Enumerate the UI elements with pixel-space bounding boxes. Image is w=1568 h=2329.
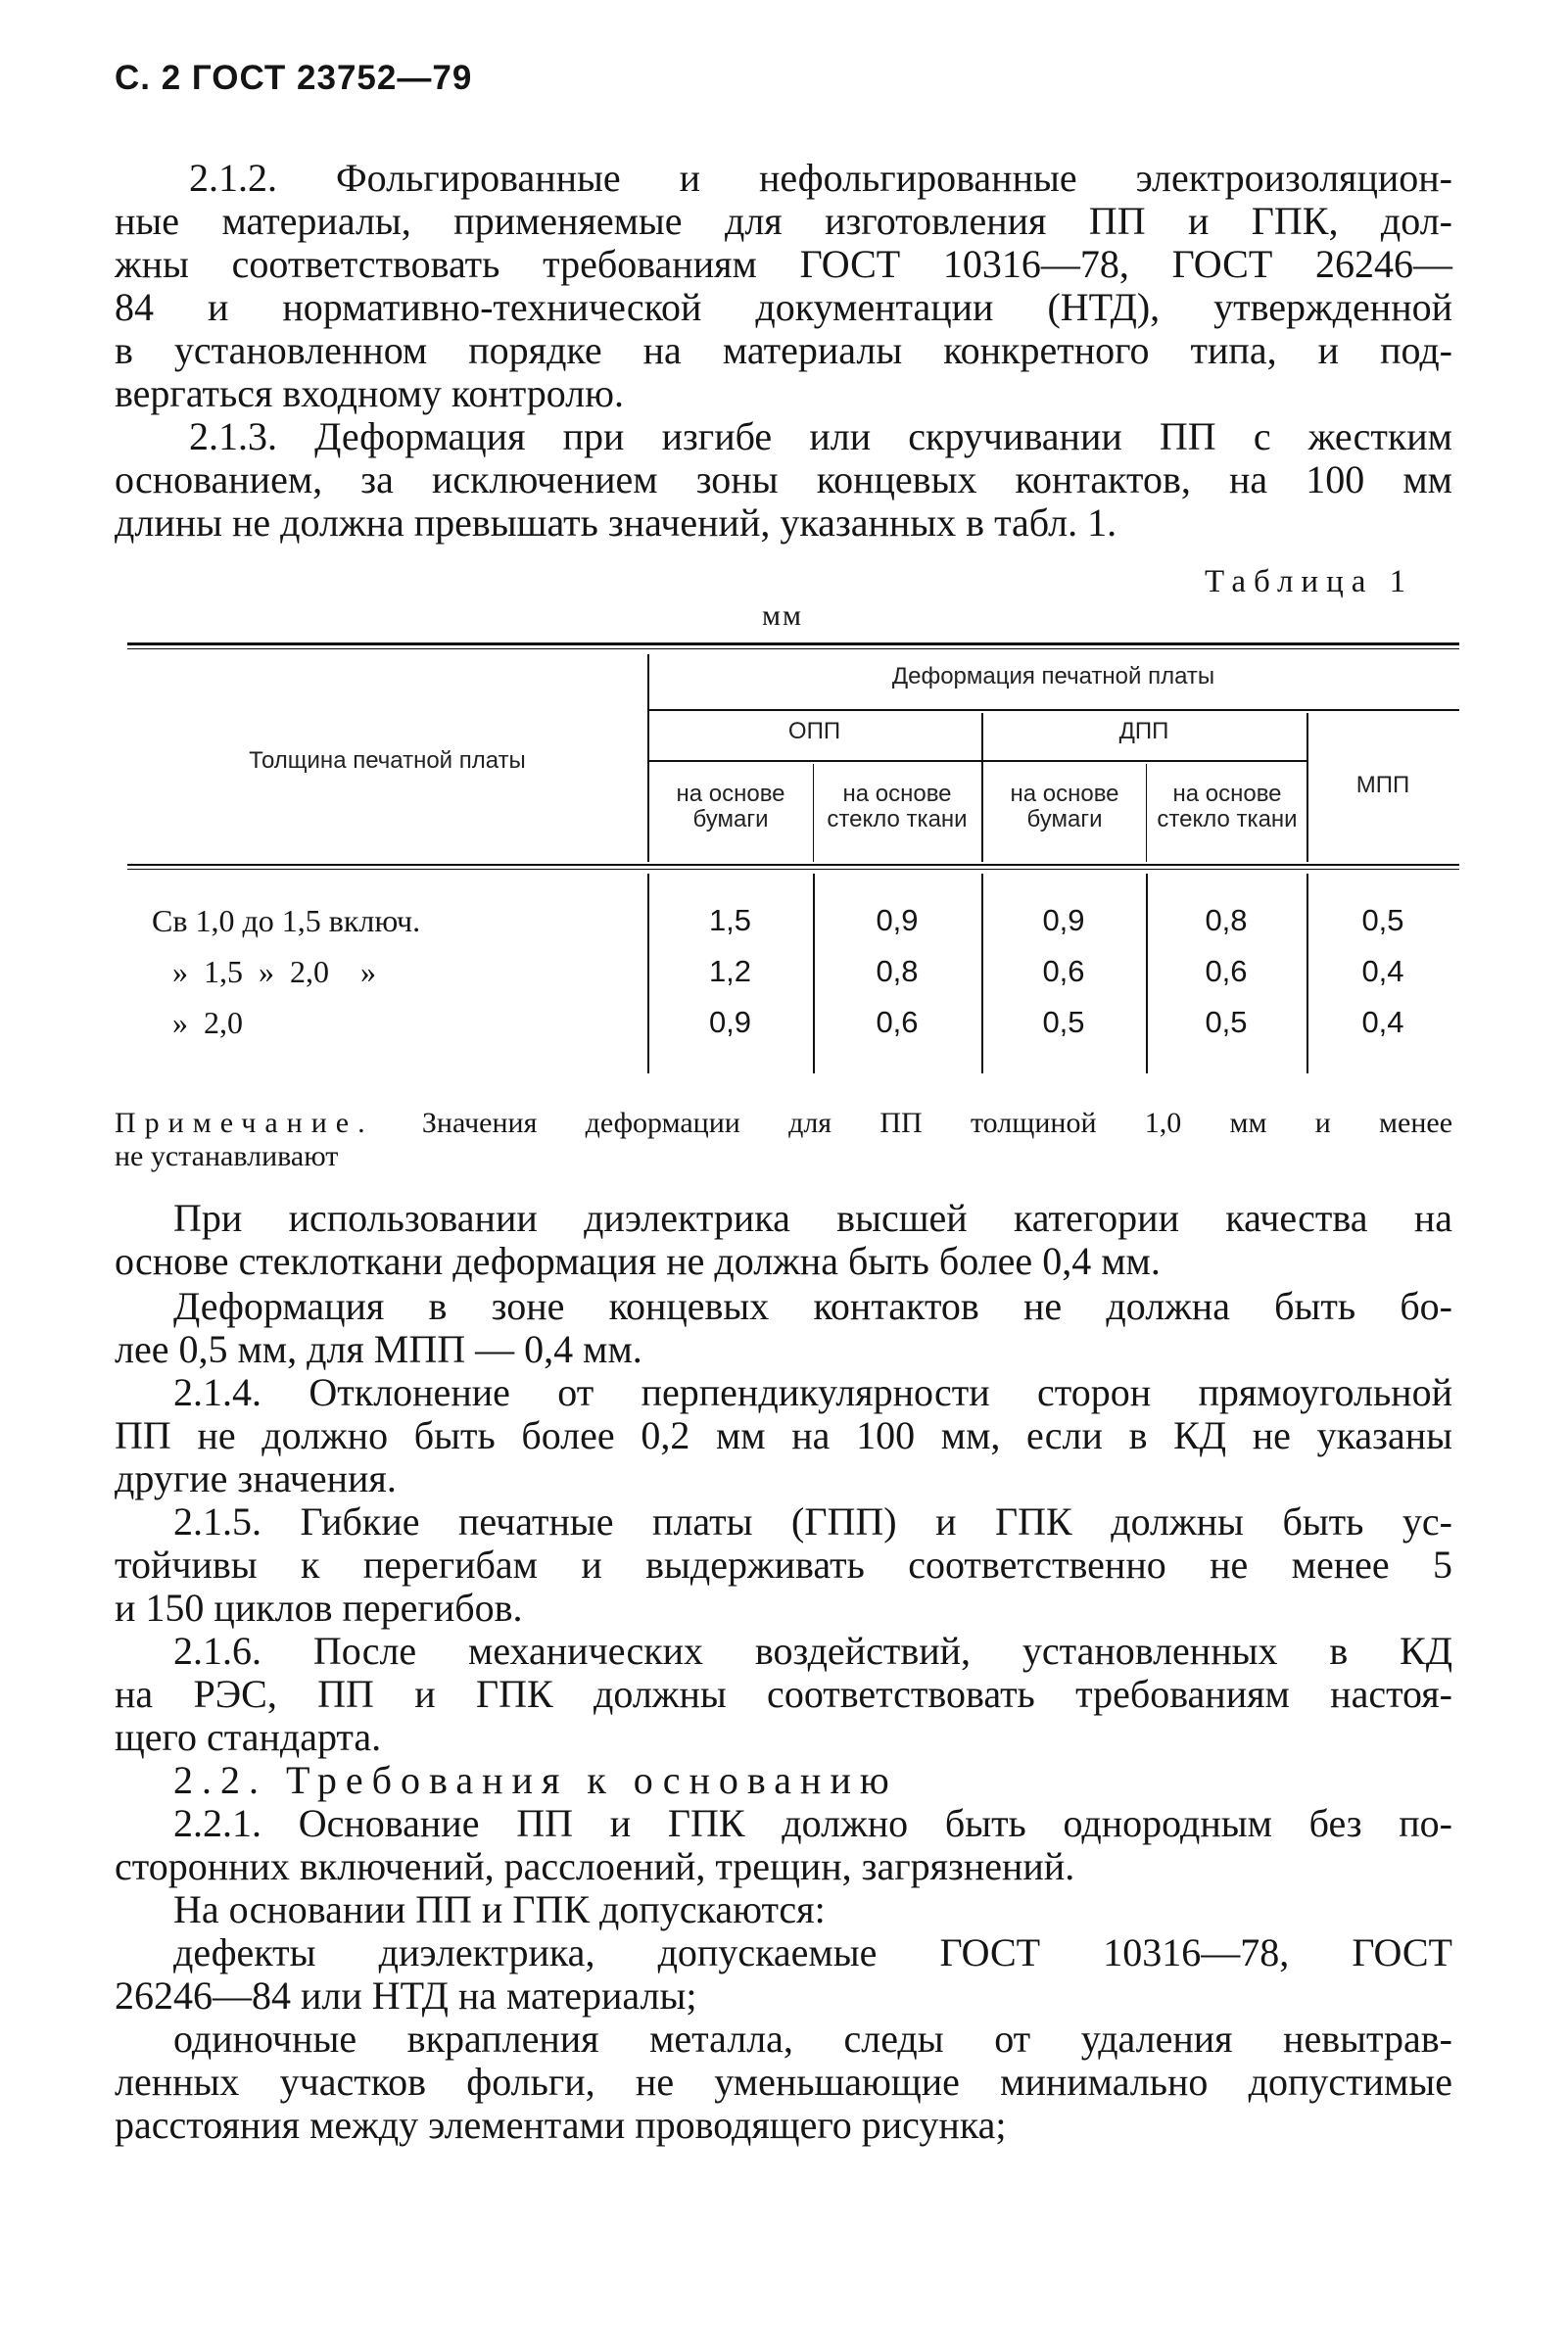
- row-label: [172, 1005, 243, 1041]
- paragraph-2-1-5: [115, 1500, 1452, 1630]
- text-line: ленных участков фольги, не уменьшающие минимально допустимые: [115, 2060, 1452, 2104]
- text-line: сторонних включений, расслоений, трещин, загрязнений.: [115, 1844, 1075, 1888]
- text-line: При использовании диэлектрика высшей категории качества на: [173, 1196, 1452, 1240]
- text-line: длины не должна превышать значений, указанных в табл. 1.: [115, 500, 1117, 545]
- text-line: 2.1.3. Деформация при изгибе или скручивании ПП с жестким: [189, 414, 1452, 458]
- paragraph-2-1-6: [115, 1630, 1452, 1759]
- row-label: Св 1,0 до 1,5 включ.: [152, 903, 421, 938]
- text-line: ные материалы, применяемые для изготовления ПП и ГПК, дол-: [115, 199, 1452, 243]
- table-note: [115, 1107, 1452, 1173]
- table-cell: 0,6: [1042, 954, 1085, 988]
- row-label-text: » 2,0: [172, 1005, 243, 1040]
- table-cell: 0,9: [708, 1005, 752, 1039]
- table-cell: 0,8: [876, 954, 919, 988]
- text-line: одиночные вкрапления металла, следы от удаления невытрав-: [173, 2017, 1452, 2061]
- table-header-rule: [127, 864, 1459, 866]
- section-heading-2-2: [173, 1759, 898, 1802]
- note-line: [115, 1107, 1452, 1140]
- row-label-text: » 1,5 » 2,0 »: [172, 954, 376, 989]
- paragraph-2-2-1: [115, 1802, 1452, 1888]
- table-cell: 1,2: [708, 954, 752, 988]
- table-hline: [647, 709, 1459, 711]
- table-top-rule: [127, 642, 1459, 645]
- text-line: в установленном порядке на материалы конкретного типа, и под-: [115, 328, 1452, 372]
- row-label: [172, 954, 376, 990]
- text-line: тойчивы к перегибам и выдерживать соответственно не менее 5: [115, 1543, 1452, 1587]
- table-cell: 0,5: [1205, 1005, 1248, 1039]
- text-line: 2.1.4. Отклонение от перпендикулярности сторон прямоугольной: [173, 1370, 1452, 1414]
- col-opp-header: ОПП: [787, 718, 841, 744]
- text-line: щего стандарта.: [115, 1715, 382, 1759]
- sub-glass-header: на основе стекло ткани: [1157, 781, 1298, 832]
- paragraph-dielectric: [115, 1197, 1452, 1283]
- table-cell: 0,6: [876, 1005, 919, 1039]
- note-text: Значения деформации для ПП толщиной 1,0 мм и менее: [421, 1107, 1453, 1139]
- text-line: основанием, за исключением зоны концевых контактов, на 100 мм: [115, 457, 1452, 501]
- table-cell: 0,9: [876, 903, 919, 937]
- text-line: 2.2.1. Основание ПП и ГПК должно быть однородным без по-: [173, 1801, 1452, 1845]
- col-group-header: Деформация печатной платы: [891, 663, 1215, 689]
- sub-paper-header: на основе бумаги: [676, 781, 785, 832]
- text-line: На основании ПП и ГПК допускаются:: [173, 1887, 826, 1931]
- table-unit: мм: [762, 599, 803, 632]
- text-line: жны соответствовать требованиям ГОСТ 10316—78, ГОСТ 26246—: [115, 242, 1452, 286]
- text-line: 2.1.5. Гибкие печатные платы (ГПП) и ГПК должны быть ус-: [173, 1499, 1452, 1544]
- table-cell: 0,4: [1361, 954, 1404, 988]
- paragraph-defects: [115, 1931, 1452, 2018]
- paragraph-2-1-2: [115, 157, 1452, 415]
- col-dpp-header: ДПП: [1118, 718, 1169, 744]
- table-vline: [813, 764, 814, 862]
- table-caption: Таблица 1: [1205, 564, 1414, 599]
- text-line: лее 0,5 мм, для МПП — 0,4 мм.: [115, 1327, 642, 1371]
- paragraph-2-1-4: [115, 1371, 1452, 1500]
- note-label: Примечание.: [115, 1107, 374, 1139]
- paragraph-contacts: [115, 1285, 1452, 1371]
- table-vline: [1146, 764, 1147, 862]
- text-line: основе стеклоткани деформация не должна быть более 0,4 мм.: [115, 1239, 1161, 1283]
- col-mpp-header: МПП: [1355, 772, 1410, 798]
- table-cell: 0,9: [1042, 903, 1085, 937]
- table-cell: 1,5: [708, 903, 752, 937]
- text-line: на РЭС, ПП и ГПК должны соответствовать требованиям настоя-: [115, 1672, 1452, 1716]
- text-line: 84 и нормативно-технической документации (НТД), утвержденной: [115, 285, 1452, 329]
- text-line: и 150 циклов перегибов.: [115, 1586, 523, 1630]
- table-top-rule-thin: [127, 648, 1459, 649]
- col-thickness-header: Толщина печатной платы: [249, 747, 526, 774]
- text-line: ПП не должно быть более 0,2 мм на 100 мм, если в КД не указаны: [115, 1413, 1452, 1457]
- sub-paper-header: на основе бумаги: [1010, 781, 1119, 832]
- table-hline: [647, 760, 1307, 762]
- paragraph-inclusions: [115, 2018, 1452, 2147]
- text-line: 2.1.6. После механических воздействий, установленных в КД: [173, 1629, 1452, 1673]
- deformation-table: [127, 642, 1459, 1073]
- page-header: С. 2 ГОСТ 23752—79: [115, 59, 473, 97]
- table-cell: 0,4: [1361, 1005, 1404, 1039]
- table-cell: 0,5: [1361, 903, 1404, 937]
- text-line: расстояния между элементами проводящего рисунка;: [115, 2103, 1007, 2147]
- table-header-rule-thin: [127, 869, 1459, 870]
- text-line: дефекты диэлектрика, допускаемые ГОСТ 10316—78, ГОСТ: [173, 1930, 1452, 1974]
- text-line: Деформация в зоне концевых контактов не должна быть бо-: [173, 1284, 1452, 1328]
- text-line: другие значения.: [115, 1456, 397, 1500]
- note-line: не устанавливают: [115, 1140, 339, 1172]
- paragraph-allowed: [173, 1888, 826, 1931]
- table-cell: 0,5: [1042, 1005, 1085, 1039]
- paragraph-2-1-3: [115, 415, 1452, 545]
- table-cell: 0,8: [1205, 903, 1248, 937]
- text-line: 26246—84 или НТД на материалы;: [115, 1973, 697, 2018]
- section-heading-text: 2.2. Требования к основанию: [173, 1758, 898, 1802]
- text-line: вергаться входному контролю.: [115, 371, 625, 415]
- sub-glass-header: на основе стекло ткани: [827, 781, 968, 832]
- table-cell: 0,6: [1205, 954, 1248, 988]
- text-line: 2.1.2. Фольгированные и нефольгированные электроизоляцион-: [189, 156, 1452, 200]
